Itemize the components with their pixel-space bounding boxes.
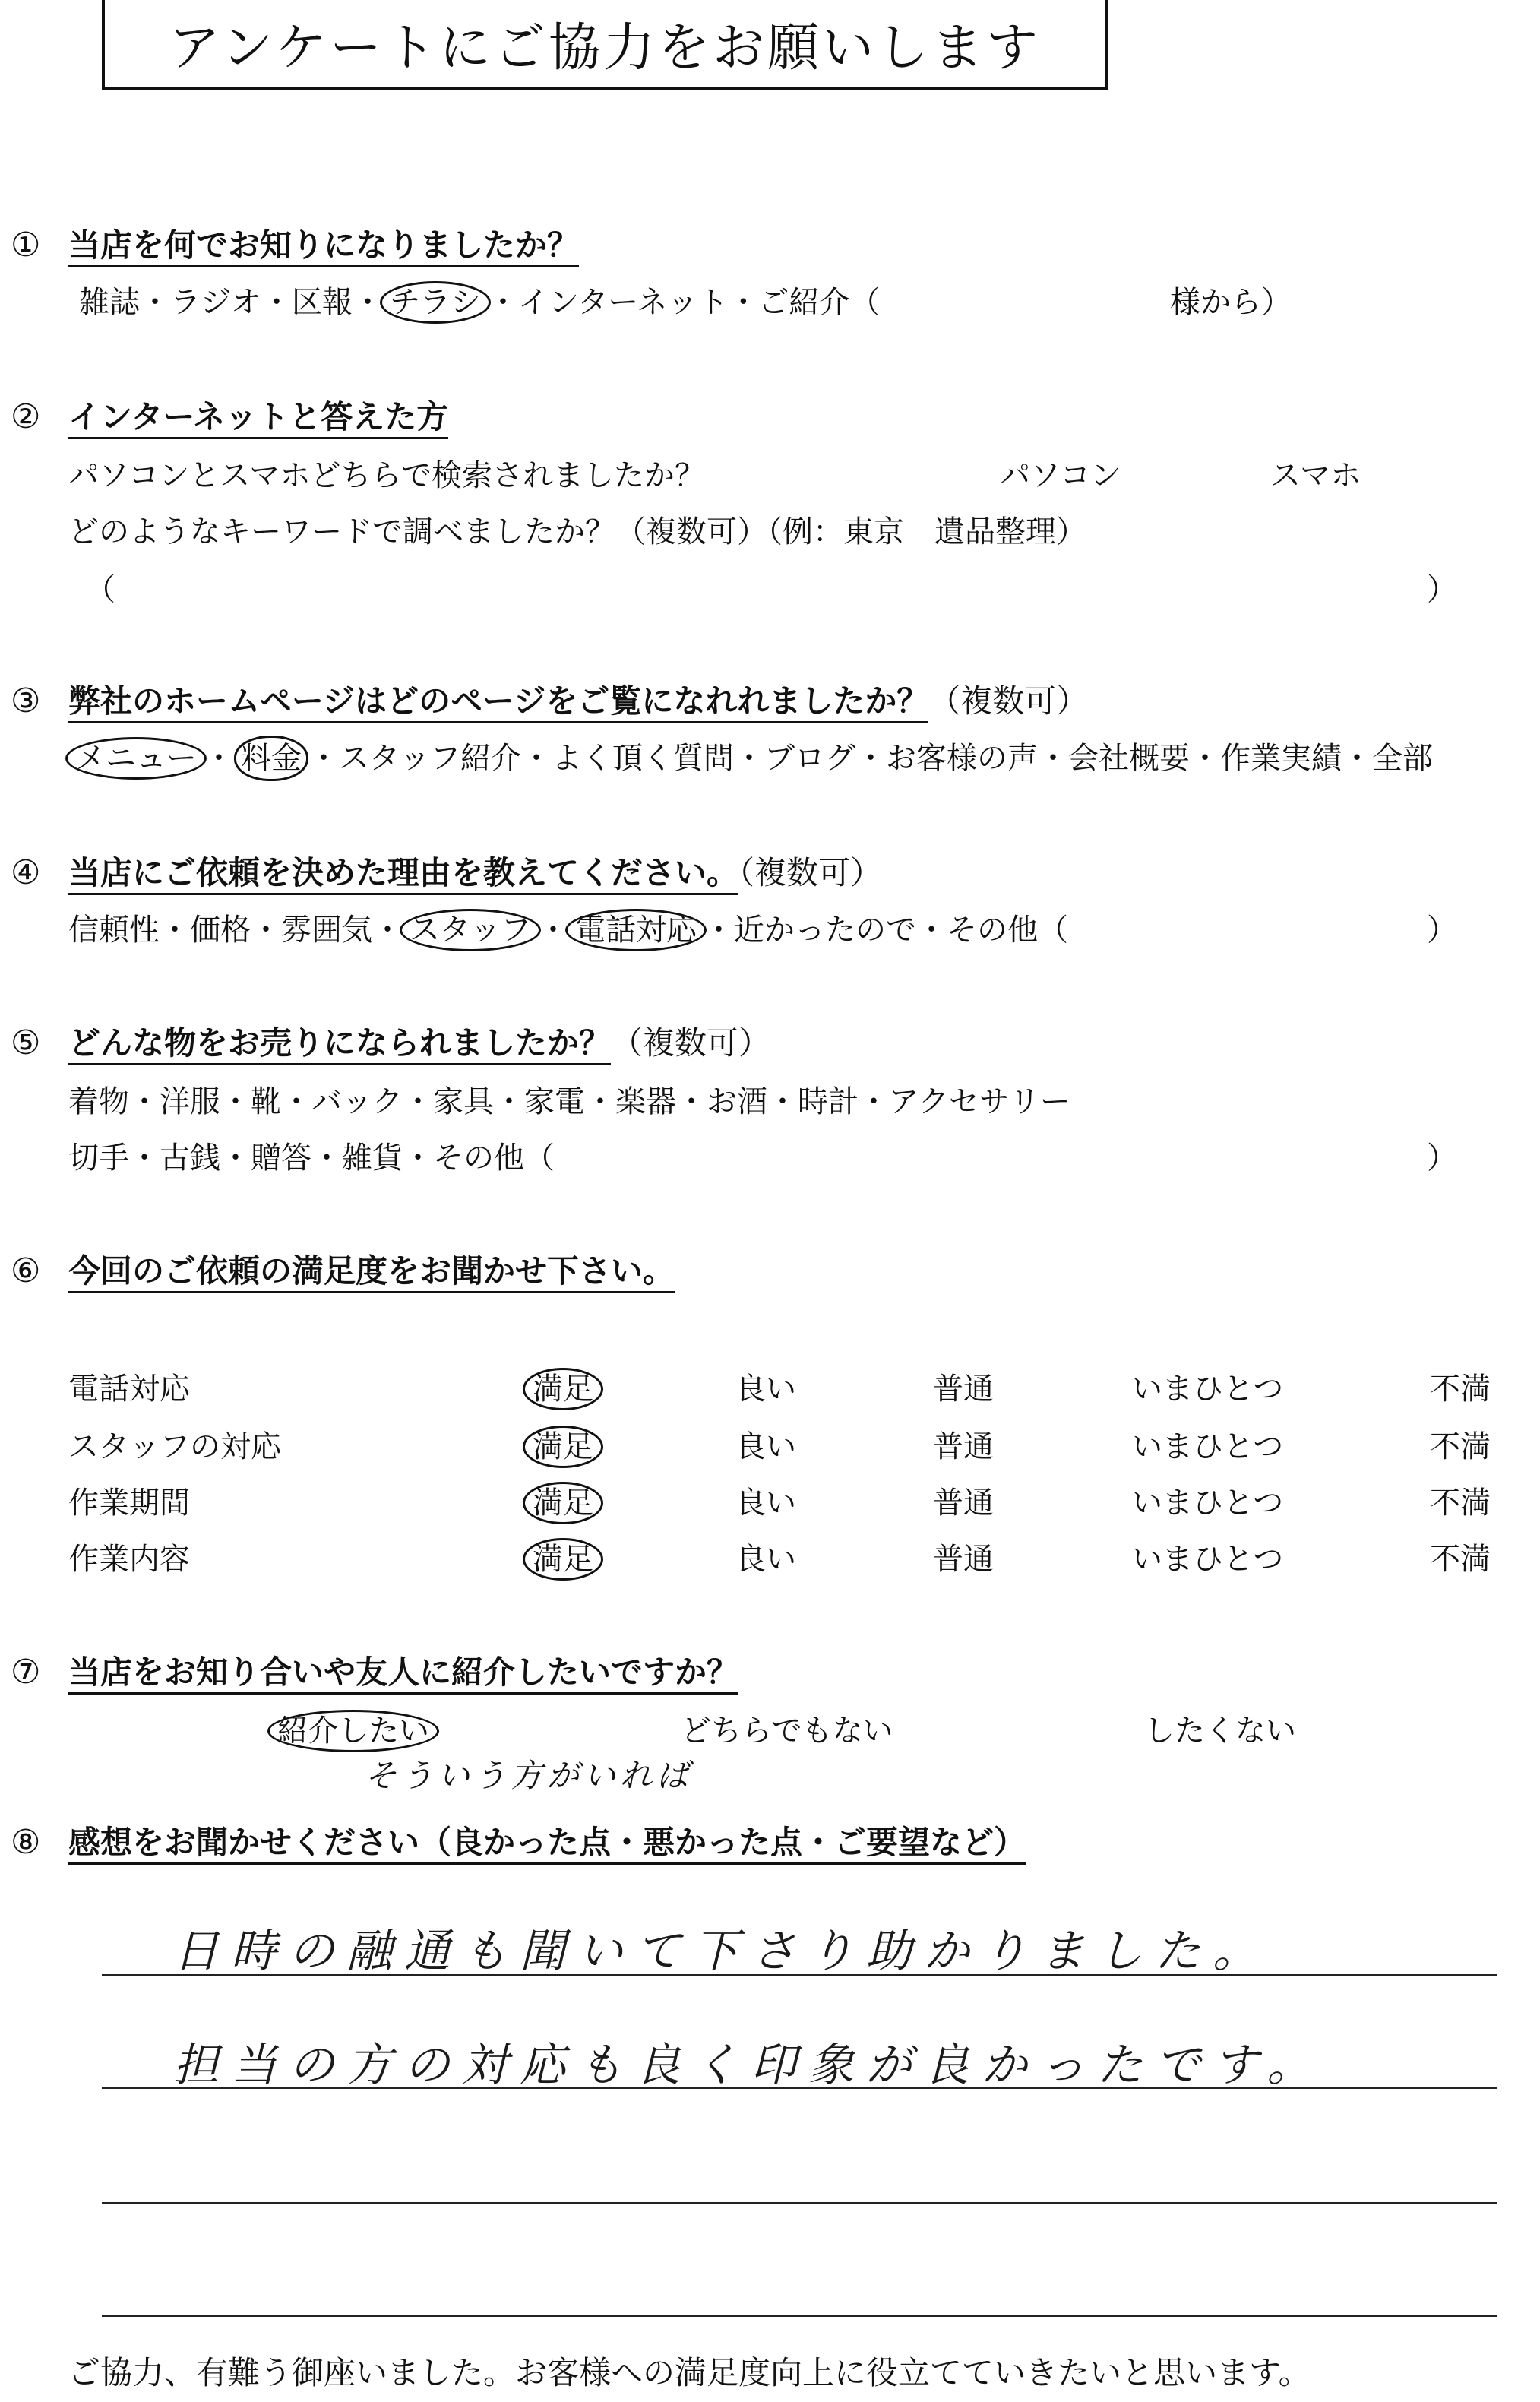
q1-option-text: ・インターネット・ご紹介（ xyxy=(488,285,881,320)
question-8 xyxy=(11,1818,1026,1863)
question-number: ⑧ xyxy=(11,1823,41,1862)
rating-row-label: 作業内容 xyxy=(68,1542,190,1577)
question-3 xyxy=(11,676,1088,722)
answer-rule xyxy=(102,1974,1497,1976)
answer-rule xyxy=(102,2315,1497,2317)
q4-option-text: 信頼性・価格・雰囲気・ xyxy=(68,913,403,948)
question-text: どんな物をお売りになられましたか？ xyxy=(68,1024,611,1065)
rating-option[interactable]: 不満 xyxy=(1430,1542,1491,1577)
q7-option-no[interactable]: したくない xyxy=(1144,1714,1296,1748)
q1-options xyxy=(79,278,880,321)
footer-thanks: ご協力、有難う御座いました。お客様への満足度向上に役立てていきたいと思います。 xyxy=(68,2354,1311,2391)
rating-option[interactable]: 不満 xyxy=(1430,1372,1491,1407)
question-7 xyxy=(11,1647,738,1693)
handwritten-answer-line-1: 日時の融通も聞いて下さり助かりました。 xyxy=(173,1925,1270,1978)
question-5 xyxy=(11,1018,770,1064)
q3-options xyxy=(68,734,1433,777)
question-1 xyxy=(11,220,579,266)
rating-option[interactable]: 不満 xyxy=(1430,1486,1491,1521)
question-text: 当店をお知り合いや友人に紹介したいですか？ xyxy=(68,1654,738,1695)
question-number: ⑦ xyxy=(11,1653,41,1692)
question-text: 感想をお聞かせください（良かった点・悪かった点・ご要望など） xyxy=(68,1824,1026,1865)
q2-option-pc[interactable]: パソコン xyxy=(1000,458,1121,493)
q2-paren-close: ） xyxy=(1427,572,1457,607)
rating-option[interactable]: いまひとつ xyxy=(1132,1542,1284,1577)
q1-referral-suffix: 様から） xyxy=(1170,285,1292,320)
q2-device-question: パソコンとスマホどちらで検索されましたか？ xyxy=(68,458,705,493)
q4-option-text: ・近かったので・その他（ xyxy=(704,913,1068,948)
answer-rule xyxy=(102,2087,1497,2089)
question-2 xyxy=(11,392,448,438)
question-note: （複数可） xyxy=(928,682,1089,720)
rating-option[interactable]: 普通 xyxy=(933,1486,994,1521)
rating-option[interactable]: いまひとつ xyxy=(1132,1429,1284,1464)
question-text: 当店にご依頼を決めた理由を教えてください。 xyxy=(68,854,738,895)
q1-circled-option[interactable]: チラシ xyxy=(380,281,491,324)
rating-row-label: スタッフの対応 xyxy=(68,1429,281,1464)
rating-option-selected[interactable]: 満足 xyxy=(523,1538,603,1581)
rating-option[interactable]: 良い xyxy=(735,1486,796,1521)
rating-option[interactable]: 良い xyxy=(735,1542,796,1577)
q5-options-line1: 着物・洋服・靴・バック・家具・家電・楽器・お酒・時計・アクセサリー xyxy=(68,1084,1070,1119)
rating-option-selected[interactable]: 満足 xyxy=(523,1368,603,1410)
question-6 xyxy=(11,1246,675,1292)
rating-option[interactable]: 良い xyxy=(735,1429,796,1464)
question-number: ⑥ xyxy=(11,1252,41,1290)
q4-options xyxy=(68,906,1068,949)
q2-option-smartphone[interactable]: スマホ xyxy=(1270,458,1361,493)
question-number: ⑤ xyxy=(11,1024,41,1062)
question-note: （複数可） xyxy=(738,854,883,891)
q2-keyword-question: どのようなキーワードで調べましたか？（複数可）（例：東京 遺品整理） xyxy=(68,514,1086,549)
rating-option[interactable]: いまひとつ xyxy=(1132,1372,1284,1407)
question-4 xyxy=(11,848,882,894)
q4-paren-close: ） xyxy=(1427,913,1457,948)
question-text: 当店を何でお知りになりましたか？ xyxy=(68,226,579,267)
rating-option-selected[interactable]: 満足 xyxy=(523,1426,603,1468)
q4-circled-staff[interactable]: スタッフ xyxy=(400,909,541,951)
question-note: （複数可） xyxy=(611,1024,771,1062)
rating-row-label: 電話対応 xyxy=(68,1372,190,1407)
q1-option-text: 雑誌・ラジオ・区報・ xyxy=(79,285,383,320)
rating-option[interactable]: 普通 xyxy=(933,1372,994,1407)
rating-option[interactable]: 普通 xyxy=(933,1542,994,1577)
q5-options-line2: 切手・古銭・贈答・雑貨・その他（ xyxy=(68,1141,555,1176)
title-box xyxy=(102,0,1108,90)
page-title: アンケートにご協力をお願いします xyxy=(169,17,1041,78)
question-text: インターネットと答えた方 xyxy=(68,398,448,439)
question-text: 弊社のホームページはどのページをご覧になれれましたか？ xyxy=(68,682,928,723)
question-number: ① xyxy=(11,226,41,264)
q7-handwritten-note: そういう方がいれば xyxy=(365,1757,694,1794)
q4-circled-phone[interactable]: 電話対応 xyxy=(565,909,707,951)
answer-rule xyxy=(102,2202,1497,2204)
q5-paren-close: ） xyxy=(1427,1141,1457,1176)
rating-option[interactable]: 良い xyxy=(735,1372,796,1407)
question-number: ③ xyxy=(11,682,41,720)
q4-sep: ・ xyxy=(538,913,568,948)
q3-other-options: ・スタッフ紹介・よく頂く質問・ブログ・お客様の声・会社概要・作業実績・全部 xyxy=(308,741,1433,776)
q7-option-neutral[interactable]: どちらでもない xyxy=(681,1714,893,1748)
q2-paren-open: （ xyxy=(85,572,115,607)
rating-option[interactable]: 不満 xyxy=(1430,1429,1491,1464)
question-text: 今回のご依頼の満足度をお聞かせ下さい。 xyxy=(68,1252,675,1293)
question-number: ② xyxy=(11,397,41,436)
rating-option[interactable]: 普通 xyxy=(933,1429,994,1464)
rating-option[interactable]: いまひとつ xyxy=(1132,1486,1284,1521)
handwritten-answer-line-2: 担当の方の対応も良く印象が良かったです。 xyxy=(173,2039,1325,2092)
q3-circled-menu[interactable]: メニュー xyxy=(65,737,207,780)
q7-circled-recommend[interactable]: 紹介したい xyxy=(267,1710,439,1752)
rating-option-selected[interactable]: 満足 xyxy=(523,1482,603,1524)
q3-circled-price[interactable]: 料金 xyxy=(234,736,308,781)
question-number: ④ xyxy=(11,853,41,892)
q3-sep: ・ xyxy=(204,741,234,776)
rating-row-label: 作業期間 xyxy=(68,1486,190,1521)
